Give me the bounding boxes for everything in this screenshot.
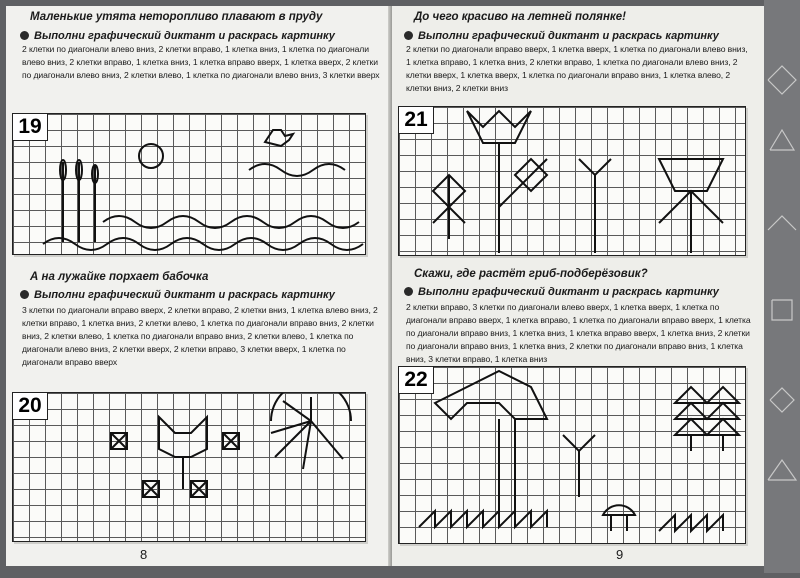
bullet-icon	[20, 31, 29, 40]
exercise-22-text: 2 клетки вправо, 3 клетки по диагонали влево вверх, 1 клетка вверх, 1 клетка по диагонали вправо вверх, 1 клетка вправо, 1 клетка по диагонали вправо вверх, 1 клетка по диагонали вправо вниз, 1 клетка вниз, 1 клетка вправо вверх, 1 клетка вниз, 2 клетки по диагонали вправо вниз, 1 клетка вниз, 2 клетки по диагонали вправо вниз, 1 клетка вниз, 3 клетки вправо, 1 клетка вниз	[406, 302, 751, 364]
left-page	[6, 6, 392, 566]
exercise-number-20: 20	[12, 392, 48, 420]
exercise-20-text: 3 клетки по диагонали вправо вверх, 2 клетки вправо, 2 клетки вниз, 1 клетка влево вниз, 2 клетки вправо, 1 клетка вниз, 2 клетки влево, 1 клетка по диагонали вправо вниз, 2 клетки вниз, 2 клетки влево, 1 клетка по диагонали вправо вниз, 2 клетки влево, 1 клетка по диагонали влево вниз, 2 клетки вверх, 2 клетки вправо, 3 клетки вверх, 1 клетка по диагонали вправо вверх	[22, 305, 378, 367]
exercise-number-22: 22	[398, 366, 434, 394]
exercise-22-drawing	[399, 367, 745, 543]
exercise-22-instruction	[404, 286, 719, 298]
exercise-20-title: А на лужайке порхает бабочка	[30, 271, 209, 283]
exercise-19-text: 2 клетки по диагонали влево вниз, 2 клетки вправо, 1 клетка вниз, 1 клетка по диагонали влево вниз, 2 клетки вправо, 1 клетка вниз, 1 клетка вправо вверх, 1 клетка вверх, 2 клетки по диагонали влево вниз, 2 клетки влево, 1 клетка по диагонали влево вниз, 3 клетки вверх	[22, 44, 380, 80]
background-decoration	[764, 0, 800, 573]
exercise-19-drawing	[13, 114, 365, 254]
right-page	[392, 6, 764, 566]
exercise-21-grid	[398, 106, 746, 256]
bullet-icon	[404, 287, 413, 296]
page-number-left: 8	[140, 547, 148, 562]
exercise-21-drawing	[399, 107, 745, 255]
exercise-20-grid	[12, 392, 366, 542]
exercise-21-title: До чего красиво на летней полянке!	[414, 11, 626, 23]
exercise-19-instruction	[20, 30, 335, 42]
exercise-19-grid	[12, 113, 366, 255]
bullet-icon	[20, 290, 29, 299]
exercise-22-grid	[398, 366, 746, 544]
instruction-text: Выполни графический диктант и раскрась картинку	[34, 289, 335, 301]
exercise-20-drawing	[13, 393, 365, 541]
instruction-text: Выполни графический диктант и раскрась картинку	[418, 30, 719, 42]
instruction-text: Выполни графический диктант и раскрась картинку	[34, 30, 335, 42]
instruction-text: Выполни графический диктант и раскрась картинку	[418, 286, 719, 298]
exercise-19-title: Маленькие утята неторопливо плавают в пруду	[30, 11, 323, 23]
exercise-21-instruction	[404, 30, 719, 42]
exercise-21-text: 2 клетки по диагонали вправо вверх, 1 клетка вверх, 1 клетка по диагонали влево вниз, 1 клетка вправо, 1 клетка вниз, 2 клетки вправо, 1 клетка по диагонали влево вниз, 2 клетки вверх, 1 клетка вверх, 1 клетка по диагонали вправо вниз, 1 клетка влево, 2 клетки вниз, 2 клетки вниз	[406, 44, 748, 93]
exercise-20-instruction	[20, 289, 335, 301]
exercise-number-19: 19	[12, 113, 48, 141]
exercise-22-title: Скажи, где растёт гриб-подберёзовик?	[414, 268, 648, 280]
exercise-number-21: 21	[398, 106, 434, 134]
page-number-right: 9	[616, 547, 624, 562]
bullet-icon	[404, 31, 413, 40]
